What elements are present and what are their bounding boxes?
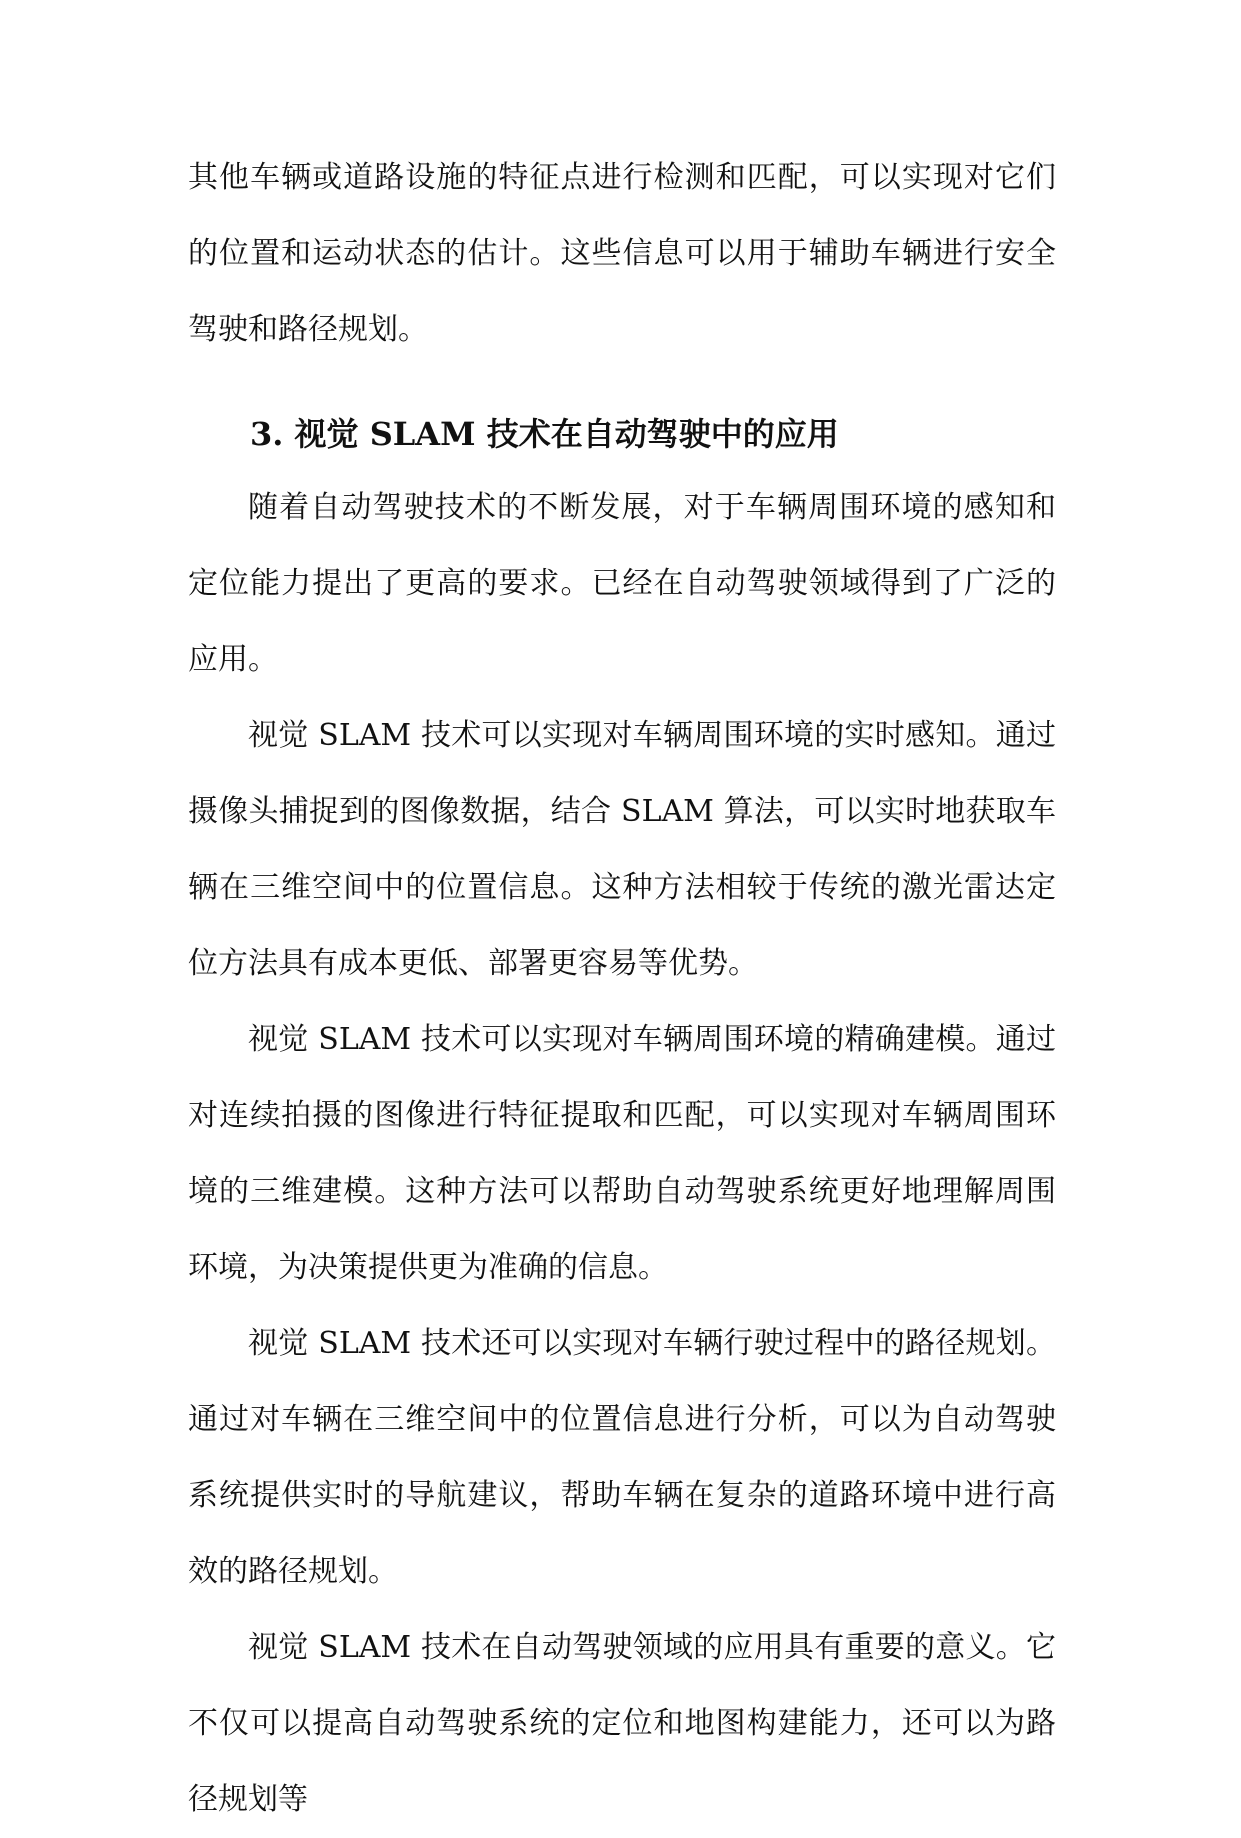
paragraph-3: 视觉 SLAM 技术可以实现对车辆周围环境的精确建模。通过对连续拍摄的图像进行特征提取和匹配，可以实现对车辆周围环境的三维建模。这种方法可以帮助自动驾驶系统更好地理解周围环境，为决策提供更为准确的信息。 xyxy=(188,1022,1056,1285)
paragraph-continuation: 其他车辆或道路设施的特征点进行检测和匹配，可以实现对它们的位置和运动状态的估计。这些信息可以用于辅助车辆进行安全驾驶和路径规划。 xyxy=(188,160,1056,347)
document-body xyxy=(188,140,1056,1838)
paragraph-1: 随着自动驾驶技术的不断发展，对于车辆周围环境的感知和定位能力提出了更高的要求。已经在自动驾驶领域得到了广泛的应用。 xyxy=(188,490,1056,677)
paragraph-5: 视觉 SLAM 技术在自动驾驶领域的应用具有重要的意义。它不仅可以提高自动驾驶系统的定位和地图构建能力，还可以为路径规划等 xyxy=(188,1630,1056,1817)
section-heading: 3. 视觉 SLAM 技术在自动驾驶中的应用 xyxy=(250,415,839,453)
paragraph-2: 视觉 SLAM 技术可以实现对车辆周围环境的实时感知。通过摄像头捕捉到的图像数据，结合 SLAM 算法，可以实时地获取车辆在三维空间中的位置信息。这种方法相较于传统的激光雷达定位方法具有成本更低、部署更容易等优势。 xyxy=(188,718,1056,981)
paragraph-4: 视觉 SLAM 技术还可以实现对车辆行驶过程中的路径规划。通过对车辆在三维空间中的位置信息进行分析，可以为自动驾驶系统提供实时的导航建议，帮助车辆在复杂的道路环境中进行高效的路径规划。 xyxy=(188,1326,1056,1589)
